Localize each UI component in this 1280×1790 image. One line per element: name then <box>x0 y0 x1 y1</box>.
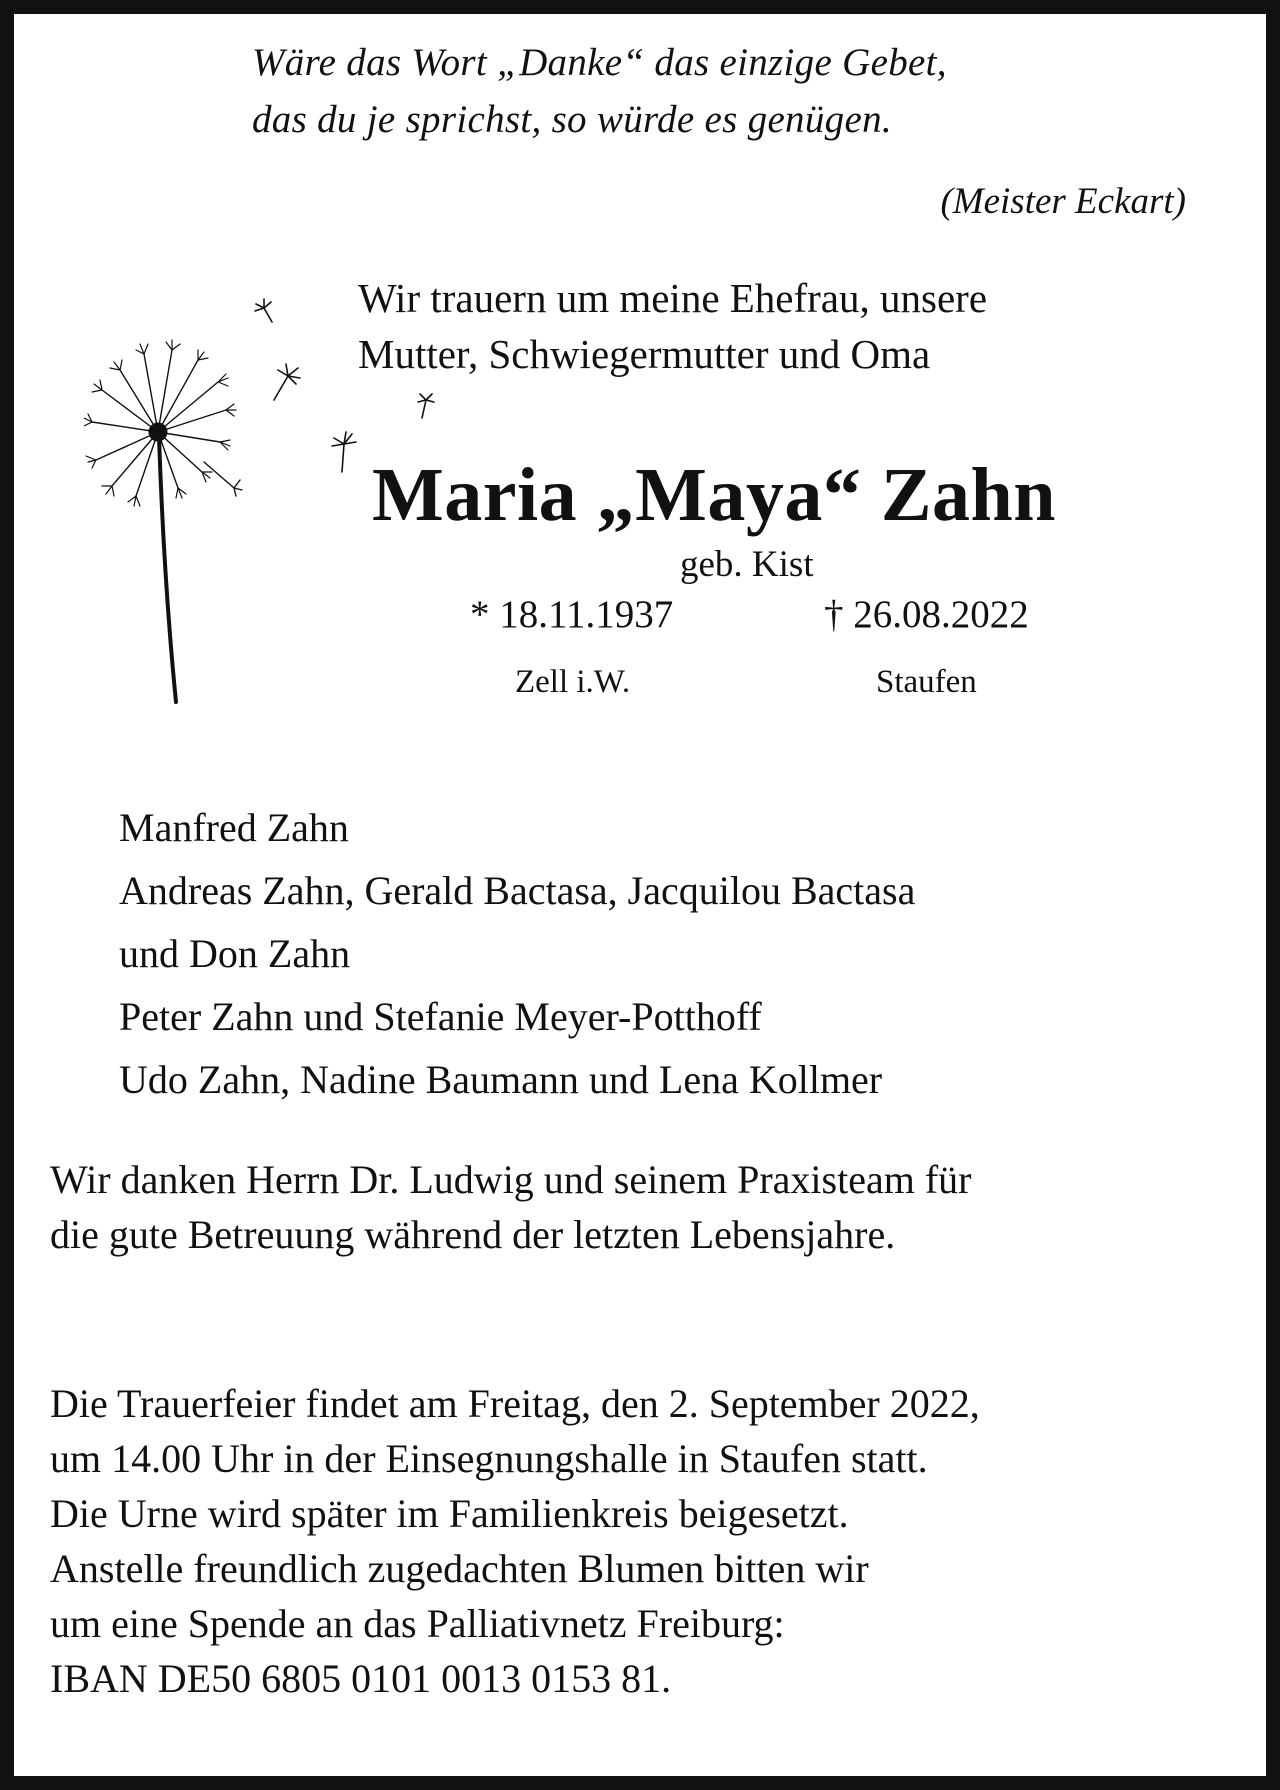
mourner-line: und Don Zahn <box>119 931 351 976</box>
maiden-name: geb. Kist <box>680 544 814 585</box>
service-paragraph <box>50 1376 980 1706</box>
death-place: Staufen <box>876 664 977 700</box>
mourner-line: Manfred Zahn <box>119 805 349 850</box>
thanks-line: die gute Betreuung während der letzten Lebensjahre. <box>50 1212 896 1257</box>
mourner-line: Andreas Zahn, Gerald Bactasa, Jacquilou Bactasa <box>119 868 916 913</box>
service-line: um eine Spende an das Palliativnetz Freiburg: <box>50 1601 785 1646</box>
birth-place: Zell i.W. <box>515 664 631 700</box>
mourner-line: Peter Zahn und Stefanie Meyer-Potthoff <box>119 994 762 1039</box>
intro-text <box>358 270 987 382</box>
iban-line: IBAN DE50 6805 0101 0013 0153 81. <box>50 1656 672 1701</box>
service-line: Die Urne wird später im Familienkreis beigesetzt. <box>50 1491 849 1536</box>
deceased-name: Maria „Maya“ Zahn <box>372 453 1057 537</box>
service-line: um 14.00 Uhr in der Einsegnungshalle in Staufen statt. <box>50 1436 928 1481</box>
epigraph-quote <box>252 34 1152 148</box>
mourners-list <box>119 796 915 1111</box>
intro-line: Wir trauern um meine Ehefrau, unsere <box>358 275 988 321</box>
mourner-line: Udo Zahn, Nadine Baumann und Lena Kollmer <box>119 1057 883 1102</box>
intro-line: Mutter, Schwiegermutter und Oma <box>358 331 931 377</box>
quote-author: (Meister Eckart) <box>940 181 1186 222</box>
death-date: † 26.08.2022 <box>824 593 1029 636</box>
thanks-line: Wir danken Herrn Dr. Ludwig und seinem Praxisteam für <box>50 1157 972 1202</box>
quote-line: Wäre das Wort „Danke“ das einzige Gebet, <box>252 41 947 84</box>
thanks-paragraph <box>50 1152 971 1262</box>
quote-line: das du je sprichst, so würde es genügen. <box>252 98 892 141</box>
birth-date: * 18.11.1937 <box>470 593 674 636</box>
service-line: Anstelle freundlich zugedachten Blumen bitten wir <box>50 1546 869 1591</box>
service-line: Die Trauerfeier findet am Freitag, den 2. September 2022, <box>50 1381 980 1426</box>
